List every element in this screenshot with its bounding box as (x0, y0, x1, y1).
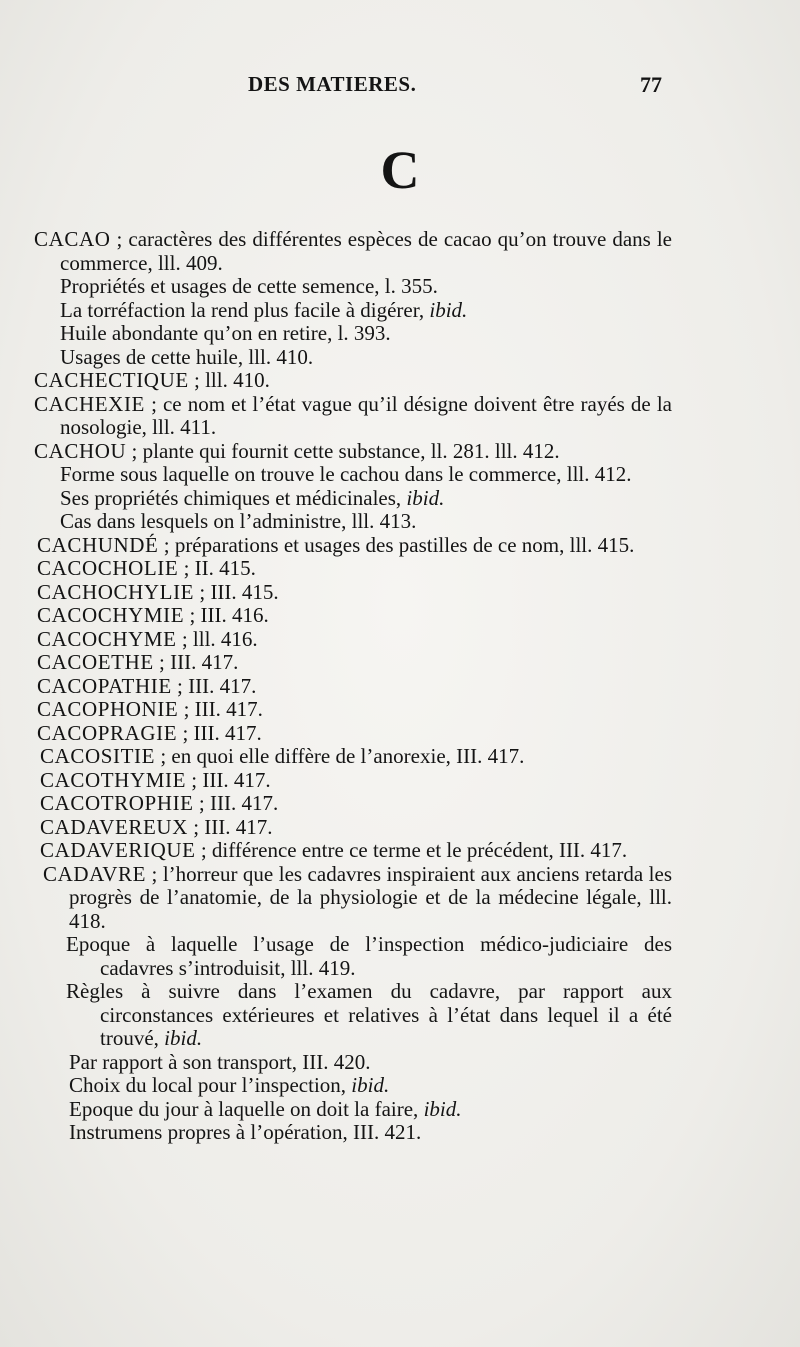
entry-text: ; l’horreur que les cadavres inspiraient aux anciens retarda les progrès de l’anatomie, de la physiologie et de la médecine légale, lll. 418. (69, 861, 672, 933)
entry-text: Epoque du jour à laquelle on doit la faire, (69, 1096, 424, 1121)
entry-headword: CACOCHYMIE (37, 603, 185, 627)
entry-italic: ibid. (406, 485, 445, 510)
entry-text: ; plante qui fournit cette substance, ll. 281. lll. 412. (126, 438, 560, 463)
index-entry (37, 651, 672, 675)
sub-entry (43, 1121, 672, 1145)
entry-text: Propriétés et usages de cette semence, l. 355. (60, 274, 438, 298)
index-entry (40, 745, 672, 769)
entry-headword: CACOCHYME (37, 626, 177, 651)
entry-text: Forme sous laquelle on trouve le cachou dans le commerce, lll. 412. (60, 462, 632, 486)
entry-headword: CACOPRAGIE (37, 720, 178, 745)
entry-text: ; III. 417. (153, 650, 239, 674)
entry-text: ; lll. 410. (188, 368, 270, 392)
index-entry (34, 369, 672, 393)
entry-headword: CACOETHE (37, 650, 154, 674)
entry-text: Usages de cette huile, lll. 410. (60, 344, 314, 369)
entry-italic: ibid. (423, 1096, 462, 1121)
entry-text: Par rapport à son transport, III. 420. (69, 1049, 371, 1074)
entry-text: ; ce nom et l’état vague qu’il désigne doivent être rayés de la nosologie, lll. 411. (60, 391, 672, 439)
index-entry (37, 581, 672, 605)
index-entry (37, 722, 672, 746)
entry-headword: CADAVEREUX (40, 814, 188, 839)
index-entry (34, 440, 672, 464)
entry-italic: ibid. (164, 1026, 203, 1050)
index-entry (43, 863, 672, 934)
entry-text: ; III. 417. (171, 673, 257, 698)
entry-text: Ses propriétés chimiques et médicinales, (60, 485, 407, 510)
sub-entry (40, 980, 672, 1051)
entry-text: ; III. 416. (184, 603, 269, 627)
entry-text: ; en quoi elle diffère de l’anorexie, III. 417. (155, 744, 525, 768)
entry-text: ; lll. 416. (176, 626, 258, 651)
entry-text: Choix du local pour l’inspection, (69, 1073, 352, 1097)
sub-entry (43, 1051, 672, 1075)
entry-headword: CADAVERIQUE (40, 838, 196, 862)
entry-text: Huile abondante qu’on en retire, l. 393. (60, 321, 391, 345)
index-entry (40, 769, 672, 793)
entry-text: ; III. 417. (187, 814, 273, 839)
entry-text: ; III. 417. (186, 767, 271, 792)
sub-entry (34, 487, 672, 511)
index-entry (40, 816, 672, 840)
entry-text: La torréfaction la rend plus facile à digérer, (60, 297, 430, 322)
entry-text: ; II. 415. (178, 556, 256, 580)
entry-headword: CADAVRE (43, 861, 146, 886)
sub-entry (34, 275, 672, 299)
sub-entry (34, 299, 672, 323)
sub-entry (43, 1098, 672, 1122)
index-entry (37, 557, 672, 581)
index-entry (34, 393, 672, 440)
entry-text: ; III. 417. (177, 720, 262, 745)
entry-headword: CACOCHOLIE (37, 556, 179, 580)
entry-text: ; III. 417. (178, 697, 263, 721)
page-number: 77 (640, 72, 662, 97)
sub-entry (43, 1074, 672, 1098)
running-title: DES MATIERES. (248, 72, 417, 96)
entry-text: Règles à suivre dans l’examen du cadavre, par rapport aux circonstances extérieures et relatives à l’état dans lequel il a été trouvé, (66, 979, 672, 1050)
sub-entry (34, 510, 672, 534)
entry-headword: CACHECTIQUE (34, 368, 189, 392)
index-entry (40, 839, 672, 863)
entry-text: ; caractères des différentes espèces de cacao qu’on trouve dans le commerce, lll. 409. (60, 227, 672, 275)
entry-text: Epoque à laquelle l’usage de l’inspection médico-judiciaire des cadavres s’introduisit, lll. 419. (66, 932, 672, 980)
index-entries (34, 228, 672, 1145)
entry-headword: CACHUNDÉ (37, 532, 159, 557)
index-entry (34, 228, 672, 275)
entry-text: ; III. 417. (193, 791, 279, 815)
page-header (0, 72, 800, 106)
index-entry (40, 792, 672, 816)
entry-headword: CACAO (34, 227, 111, 251)
sub-entry (34, 346, 672, 370)
entry-text: Instrumens propres à l’opération, III. 421. (69, 1120, 422, 1144)
index-entry (37, 675, 672, 699)
entry-headword: CACOPATHIE (37, 673, 172, 698)
index-entry (37, 604, 672, 628)
entry-headword: CACOSITIE (40, 744, 156, 768)
entry-text: ; III. 415. (194, 579, 279, 604)
entry-headword: CACOPHONIE (37, 697, 179, 721)
entry-italic: ibid. (351, 1073, 390, 1097)
entry-text: Cas dans lesquels on l’administre, lll. 413. (60, 509, 417, 533)
entry-headword: CACHOU (34, 438, 127, 463)
index-entry (37, 698, 672, 722)
entry-headword: CACHOCHYLIE (37, 579, 195, 604)
section-letter: C (380, 140, 420, 200)
entry-headword: CACOTROPHIE (40, 791, 194, 815)
entry-text: ; différence entre ce terme et le précédent, III. 417. (195, 838, 628, 862)
sub-entry (34, 463, 672, 487)
entry-text: ; préparations et usages des pastilles de ce nom, lll. 415. (158, 532, 635, 557)
entry-headword: CACOTHYMIE (40, 767, 186, 792)
entry-headword: CACHEXIE (34, 391, 145, 416)
index-entry (37, 628, 672, 652)
entry-italic: ibid. (429, 297, 468, 322)
sub-entry (40, 933, 672, 980)
sub-entry (34, 322, 672, 346)
index-entry (37, 534, 672, 558)
